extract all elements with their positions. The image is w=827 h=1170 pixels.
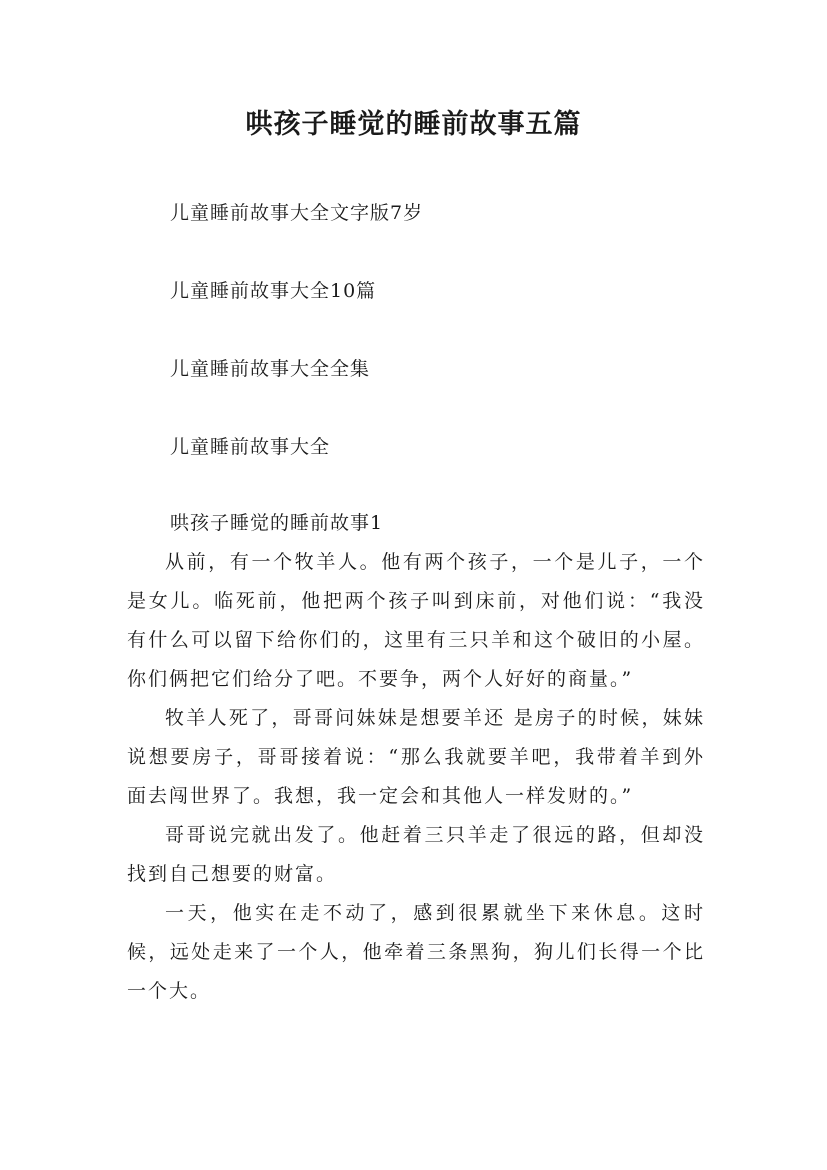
story-paragraph-3: 哥哥说完就出发了。他赶着三只羊走了很远的路，但却没找到自己想要的财富。 <box>127 824 705 885</box>
toc-item-1: 儿童睡前故事大全文字版7岁 <box>170 202 424 224</box>
story-paragraph-1: 从前，有一个牧羊人。他有两个孩子，一个是儿子，一个是女儿。临死前，他把两个孩子叫到床前，对他们说：“我没有什么可以留下给你们的，这里有三只羊和这个破旧的小屋。你们俩把它们给分了吧。不要争，两个人好好的商量。” <box>127 551 705 690</box>
story-section <box>127 504 705 1011</box>
story-heading: 哄孩子睡觉的睡前故事1 <box>170 512 384 534</box>
toc-item-4: 儿童睡前故事大全 <box>170 436 331 458</box>
toc-item-3: 儿童睡前故事大全全集 <box>170 358 371 380</box>
document-title: 哄孩子睡觉的睡前故事五篇 <box>245 109 582 140</box>
story-paragraph-4: 一天，他实在走不动了，感到很累就坐下来休息。这时候，远处走来了一个人，他牵着三条黑狗，狗儿们长得一个比一个大。 <box>127 902 705 1002</box>
story-paragraph-2: 牧羊人死了，哥哥问妹妹是想要羊还 是房子的时候，妹妹说想要房子，哥哥接着说：“那么我就要羊吧，我带着羊到外面去闯世界了。我想，我一定会和其他人一样发财的。” <box>127 707 705 807</box>
toc-item-2: 儿童睡前故事大全10篇 <box>170 280 377 302</box>
